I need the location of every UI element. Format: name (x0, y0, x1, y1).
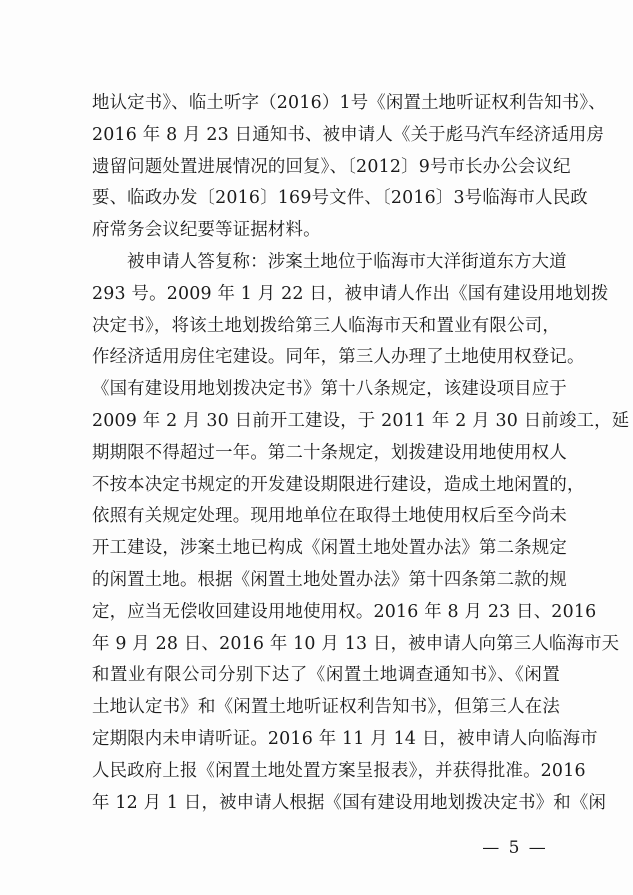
document-body (92, 88, 630, 819)
text-line: 的闲置土地。根据《闲置土地处置办法》第十四条第二款的规 (92, 569, 567, 590)
text-line: 定期限内未申请听证。2016 年 11 月 14 日，被申请人向临海市 (92, 728, 598, 749)
text-line: 依照有关规定处理。现用地单位在取得土地使用权后至今尚未 (92, 506, 567, 527)
text-line: 要、临政办发〔2016〕169号文件、〔2016〕3号临海市人民政 (92, 188, 588, 209)
text-line: 地认定书》、临土听字（2016）1号《闲置土地听证权利告知书》、 (92, 93, 606, 113)
text-line: 293 号。2009 年 1 月 22 日，被申请人作出《国有建设用地划拨 (92, 283, 609, 304)
text-line: 定，应当无偿收回建设用地使用权。2016 年 8 月 23 日、2016 (92, 601, 597, 622)
text-line: 遗留问题处置进展情况的回复》、〔2012〕9号市长办公会议纪 (92, 156, 571, 177)
page-number: — 5 — (482, 838, 548, 858)
text-line: 决定书》，将该土地划拨给第三人临海市天和置业有限公司， (92, 315, 560, 336)
text-line: 开工建设，涉案土地已构成《闲置土地处置办法》第二条规定 (92, 538, 567, 559)
text-line: 作经济适用房住宅建设。同年，第三人办理了土地使用权登记。 (92, 347, 585, 368)
text-line: 土地认定书》和《闲置土地听证权利告知书》，但第三人在法 (92, 697, 560, 718)
text-line: 年 12 月 1 日，被申请人根据《国有建设用地划拨决定书》和《闲 (92, 792, 607, 813)
text-line: 2009 年 2 月 30 日前开工建设，于 2011 年 2 月 30 日前竣工，延 (92, 410, 630, 431)
text-line: 期期限不得超过一年。第二十条规定，划拨建设用地使用权人 (92, 442, 567, 463)
text-line: 不按本决定书规定的开发建设期限进行建设，造成土地闲置的， (92, 474, 585, 495)
text-line: 《国有建设用地划拨决定书》第十八条规定，该建设项目应于 (92, 379, 567, 400)
paragraph-first-line: 被申请人答复称：涉案土地位于临海市大洋街道东方大道 (127, 251, 567, 272)
text-line: 2016 年 8 月 23 日通知书、被申请人《关于彪马汽车经济适用房 (92, 124, 605, 145)
text-line: 人民政府上报《闲置土地处置方案呈报表》，并获得批准。2016 (92, 760, 586, 781)
text-line: 年 9 月 28 日、2016 年 10 月 13 日，被申请人向第三人临海市天 (92, 633, 620, 654)
text-line: 府常务会议纪要等证据材料。 (92, 220, 321, 241)
text-line: 和置业有限公司分别下达了《闲置土地调查通知书》、《闲置 (92, 665, 560, 686)
